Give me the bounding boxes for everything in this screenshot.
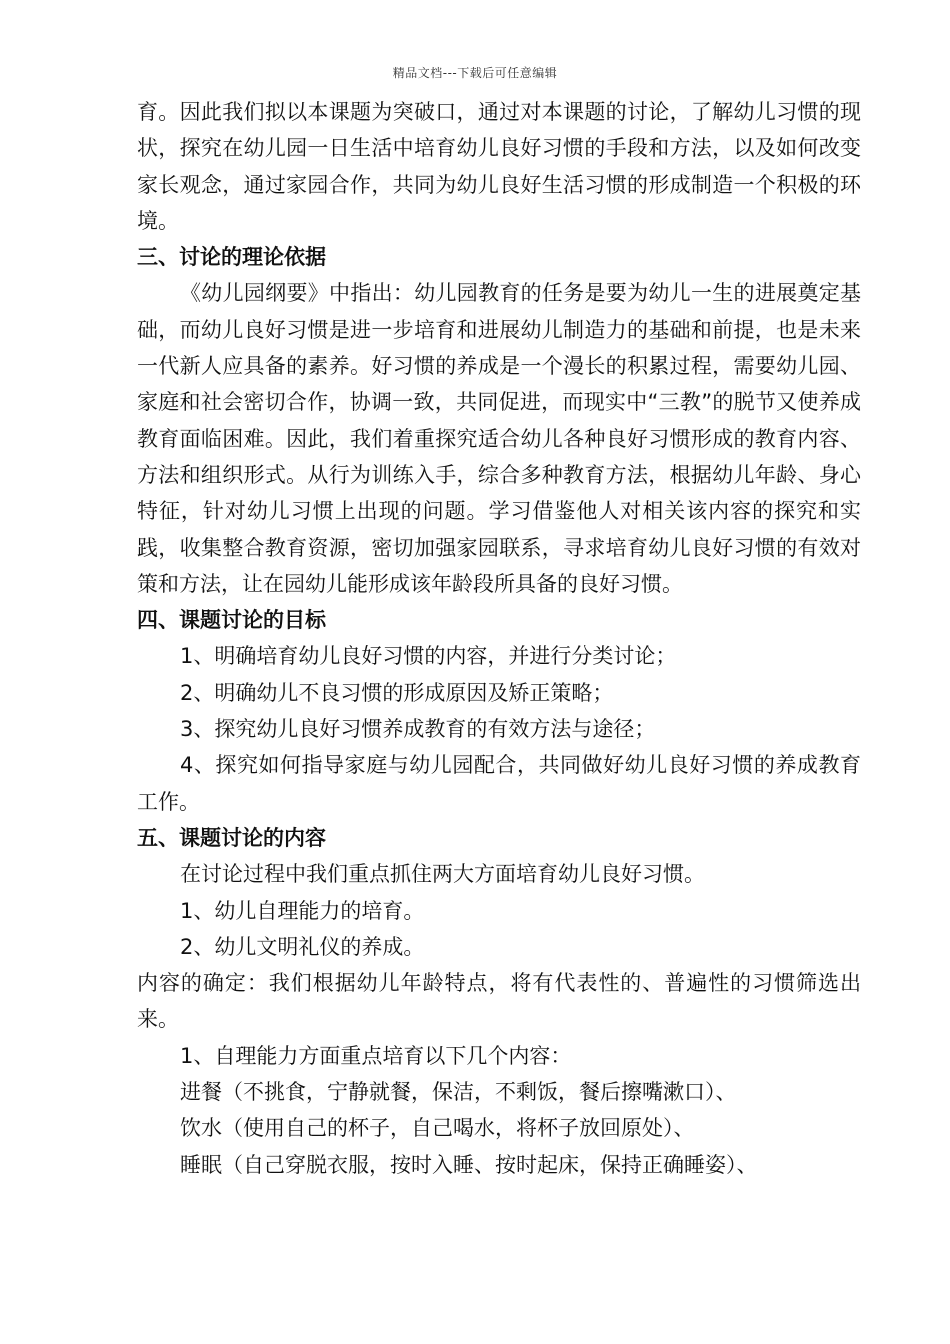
selfcare-item-drinking: 饮水（使用自己的杯子，自己喝水，将杯子放回原处）、 [180,1116,695,1141]
goal-item-1: 1、明确培育幼儿良好习惯的内容，并进行分类讨论； [180,644,677,669]
content-item-1: 1、幼儿自理能力的培育。 [180,898,425,923]
selfcare-item-sleeping: 睡眠（自己穿脱衣服，按时入睡、按时起床，保持正确睡姿）、 [180,1152,758,1177]
section-5-intro: 在讨论过程中我们重点抓住两大方面培育幼儿良好习惯。 [180,862,705,887]
selfcare-intro: 1、自理能力方面重点培育以下几个内容： [180,1043,572,1068]
section-3-paragraph: 《幼儿园纲要》中指出：幼儿园教育的任务是要为幼儿一生的进展奠定基础，而幼儿良好习惯是进一步培育和进展幼儿制造力的基础和前提，也是未来一代新人应具备的素养。好习惯的养成是一个漫长的积累过程，需要幼儿园、家庭和社会密切合作，协调一致，共同促进，而现实中“三教”的脱节又使养成教育面临困难。因此，我们着重探究适合幼儿各种良好习惯形成的教育内容、方法和组织形式。从行为训练入手，综合多种教育方法，根据幼儿年龄、身心特征，针对幼儿习惯上出现的问题。学习借鉴他人对相关该内容的探究和实践，收集整合教育资源，密切加强家园联系，寻求培育幼儿良好习惯的有效对策和方法，让在园幼儿能形成该年龄段所具备的良好习惯。 [137,281,861,596]
goal-item-3: 3、探究幼儿良好习惯养成教育的有效方法与途径； [180,717,656,742]
content-item-2: 2、幼儿文明礼仪的养成。 [180,934,425,959]
section-5-heading: 五、课题讨论的内容 [137,825,326,850]
selfcare-item-eating: 进餐（不挑食，宁静就餐，保洁，不剩饭，餐后擦嘴漱口）、 [180,1080,737,1105]
goal-item-4: 4、探究如何指导家庭与幼儿园配合，共同做好幼儿良好习惯的养成教育工作。 [137,753,861,814]
document-body [137,94,861,1183]
section-3-heading: 三、讨论的理论依据 [137,245,326,270]
section-4-heading: 四、课题讨论的目标 [137,608,326,633]
intro-paragraph: 育。因此我们拟以本课题为突破口，通过对本课题的讨论，了解幼儿习惯的现状，探究在幼儿园一日生活中培育幼儿良好习惯的手段和方法，以及如何改变家长观念，通过家园合作，共同为幼儿良好生活习惯的形成制造一个积极的环境。 [137,100,861,233]
content-determination: 内容的确定：我们根据幼儿年龄特点，将有代表性的、普遍性的习惯筛选出来。 [137,971,861,1032]
page-header: 精品文档---下载后可任意编辑 [392,66,558,80]
goal-item-2: 2、明确幼儿不良习惯的形成原因及矫正策略； [180,680,614,705]
